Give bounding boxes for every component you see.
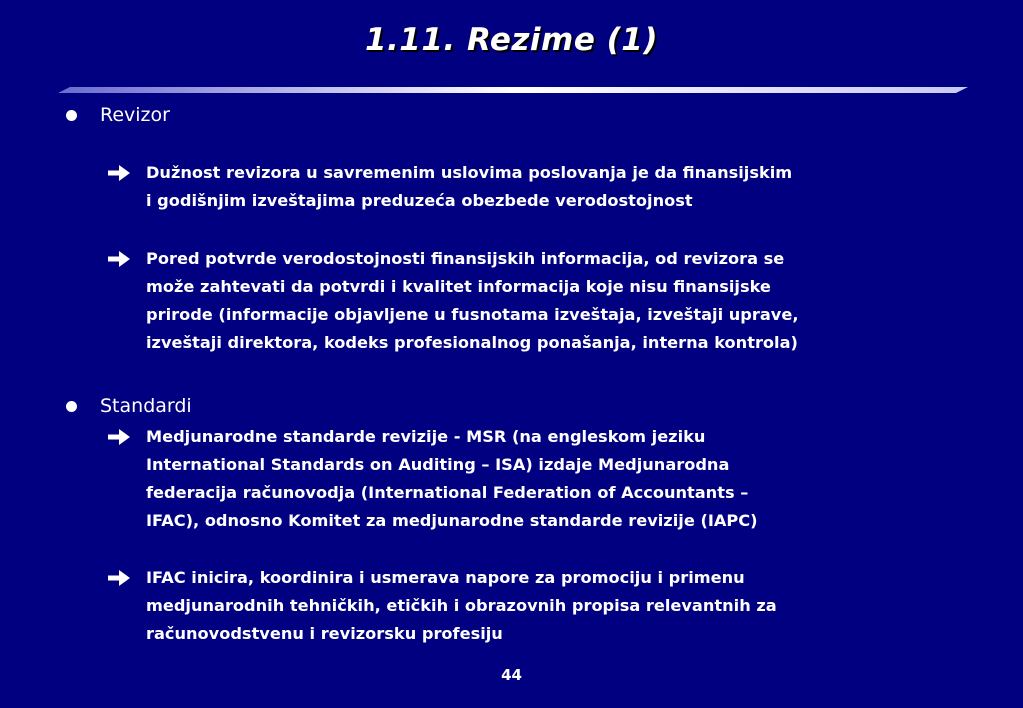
section-heading-revizor [66,103,170,127]
list-item-text: IFAC inicira, koordinira i usmerava napore za promociju i primenu medjunarodnih tehničkih, etičkih i obrazovnih propisa relevantnih za računovodstvenu i revizorsku profesiju [146,568,777,643]
right-arrow-icon [108,165,130,181]
list-item [108,159,1008,215]
slide-title: 1.11. Rezime (1) [364,22,659,58]
list-item-text: Dužnost revizora u savremenim uslovima poslovanja je da finansijskim i godišnjim izveštajima preduzeća obezbede verodostojnost [146,163,793,210]
page-number: 44 [501,666,522,684]
title-divider [58,86,968,94]
section-heading-label: Revizor [100,104,170,126]
right-arrow-icon [108,429,130,445]
bullet-icon [66,110,77,121]
bullet-icon [66,401,77,412]
list-item [108,423,1008,535]
section-heading-label: Standardi [100,395,192,417]
right-arrow-icon [108,570,130,586]
list-item-text: Pored potvrde verodostojnosti finansijskih informacija, od revizora se može zahtevati da potvrdi i kvalitet informacija koje nisu finansijske prirode (informacije objavljene u fusnotama izveštaja, izveštaji uprave, izveštaji direktora, kodeks profesionalnog ponašanja, interna kontrola) [146,249,799,352]
list-item [108,245,1008,357]
list-item [108,564,1008,648]
right-arrow-icon [108,251,130,267]
list-item-text: Medjunarodne standarde revizije - MSR (na engleskom jeziku International Standards on Auditing – ISA) izdaje Medjunarodna federacija računovodja (International Federation of Accountants – IFAC), odnosno Komitet za medjunarodne standarde revizije (IAPC) [146,427,758,530]
section-heading-standardi [66,394,192,418]
